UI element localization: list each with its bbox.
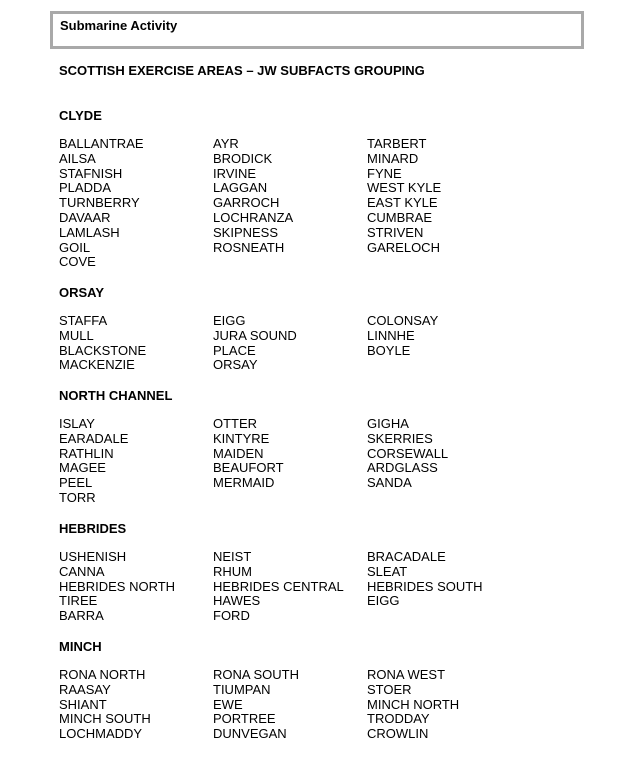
- area-name: [367, 491, 527, 506]
- area-name: ISLAY: [59, 416, 95, 431]
- area-name: LOCHMADDY: [59, 726, 143, 742]
- area-name: SLEAT: [367, 563, 408, 579]
- area-name: BRACADALE: [367, 549, 446, 564]
- section-heading-north-channel: NORTH CHANNEL: [59, 388, 173, 403]
- area-name: CANNA: [59, 563, 105, 579]
- area-name: HAWES: [213, 593, 261, 609]
- area-name: TRODDAY: [367, 711, 430, 727]
- section-grid-north-channel: [59, 417, 527, 506]
- area-name: EWE: [213, 696, 243, 712]
- area-name: ORSAY: [213, 357, 258, 373]
- area-name: PEEL: [59, 475, 93, 491]
- document-subtitle: SCOTTISH EXERCISE AREAS – JW SUBFACTS GROUPING: [59, 63, 425, 78]
- area-name: TIREE: [59, 593, 98, 609]
- area-name: TORR: [59, 489, 96, 505]
- area-name: ARDGLASS: [367, 460, 438, 476]
- area-name: RONA SOUTH: [213, 667, 299, 682]
- section-grid-orsay: [59, 314, 527, 373]
- area-name: SKIPNESS: [213, 224, 279, 240]
- area-name: TURNBERRY: [59, 195, 140, 211]
- area-name: FORD: [213, 608, 250, 624]
- section-grid-clyde: [59, 137, 527, 270]
- section-heading-clyde: CLYDE: [59, 108, 102, 123]
- area-name: EAST KYLE: [367, 195, 438, 211]
- section-grid-minch: [59, 668, 527, 742]
- area-name: MINCH NORTH: [367, 696, 460, 712]
- area-name: IRVINE: [213, 165, 257, 181]
- area-name: [367, 255, 527, 270]
- title-box: [50, 11, 584, 49]
- area-name: JURA SOUND: [213, 327, 297, 343]
- area-name: MAIDEN: [213, 445, 264, 461]
- area-name: BEAUFORT: [213, 460, 284, 476]
- area-name: LINNHE: [367, 327, 415, 343]
- area-name: PLADDA: [59, 180, 112, 196]
- area-name: RAASAY: [59, 681, 111, 697]
- area-name: BALLANTRAE: [59, 136, 144, 151]
- area-name: CROWLIN: [367, 726, 429, 742]
- area-name: MACKENZIE: [59, 357, 135, 373]
- area-name: EARADALE: [59, 430, 129, 446]
- document-title: Submarine Activity: [60, 18, 178, 33]
- area-name: [213, 491, 367, 506]
- area-name: ROSNEATH: [213, 239, 285, 255]
- section-heading-minch: MINCH: [59, 639, 102, 654]
- area-name: FYNE: [367, 165, 402, 181]
- area-name: DUNVEGAN: [213, 726, 287, 742]
- area-name: KINTYRE: [213, 430, 270, 446]
- area-name: MULL: [59, 327, 94, 343]
- area-name: CORSEWALL: [367, 445, 449, 461]
- area-name: [367, 609, 527, 624]
- area-name: GARELOCH: [367, 239, 440, 255]
- area-name: LAMLASH: [59, 224, 120, 240]
- section-heading-hebrides: HEBRIDES: [59, 521, 127, 536]
- area-name: CUMBRAE: [367, 209, 433, 225]
- area-name: TIUMPAN: [213, 681, 271, 697]
- area-name: [367, 358, 527, 373]
- area-name: MERMAID: [213, 475, 275, 491]
- area-name: GARROCH: [213, 195, 280, 211]
- area-name: [213, 255, 367, 270]
- area-name: RHUM: [213, 563, 252, 579]
- area-name: EIGG: [367, 593, 400, 609]
- area-name: HEBRIDES SOUTH: [367, 578, 483, 594]
- area-name: MAGEE: [59, 460, 106, 476]
- area-name: COLONSAY: [367, 313, 439, 328]
- area-name: MINARD: [367, 150, 419, 166]
- area-name: STRIVEN: [367, 224, 424, 240]
- area-name: STAFFA: [59, 313, 108, 328]
- area-name: SKERRIES: [367, 430, 433, 446]
- area-name: LAGGAN: [213, 180, 268, 196]
- area-name: MINCH SOUTH: [59, 711, 151, 727]
- area-name: WEST KYLE: [367, 180, 442, 196]
- area-name: RONA WEST: [367, 667, 446, 682]
- area-name: PLACE: [213, 342, 256, 358]
- area-name: AYR: [213, 136, 239, 151]
- area-name: BLACKSTONE: [59, 342, 147, 358]
- area-name: GIGHA: [367, 416, 409, 431]
- area-name: LOCHRANZA: [213, 209, 294, 225]
- area-name: STAFNISH: [59, 165, 123, 181]
- area-name: STOER: [367, 681, 412, 697]
- area-name: COVE: [59, 254, 96, 270]
- area-name: SANDA: [367, 475, 412, 491]
- area-name: BOYLE: [367, 342, 411, 358]
- area-name: RONA NORTH: [59, 667, 146, 682]
- area-name: BRODICK: [213, 150, 273, 166]
- area-name: SHIANT: [59, 696, 107, 712]
- area-name: TARBERT: [367, 136, 427, 151]
- section-heading-orsay: ORSAY: [59, 285, 105, 300]
- section-grid-hebrides: [59, 550, 527, 624]
- area-name: DAVAAR: [59, 209, 111, 225]
- area-name: PORTREE: [213, 711, 276, 727]
- area-name: HEBRIDES NORTH: [59, 578, 176, 594]
- area-name: OTTER: [213, 416, 258, 431]
- area-name: RATHLIN: [59, 445, 114, 461]
- area-name: GOIL: [59, 239, 91, 255]
- area-name: AILSA: [59, 150, 96, 166]
- area-name: NEIST: [213, 549, 252, 564]
- area-name: BARRA: [59, 608, 104, 624]
- area-name: EIGG: [213, 313, 246, 328]
- area-name: HEBRIDES CENTRAL: [213, 578, 344, 594]
- area-name: USHENISH: [59, 549, 127, 564]
